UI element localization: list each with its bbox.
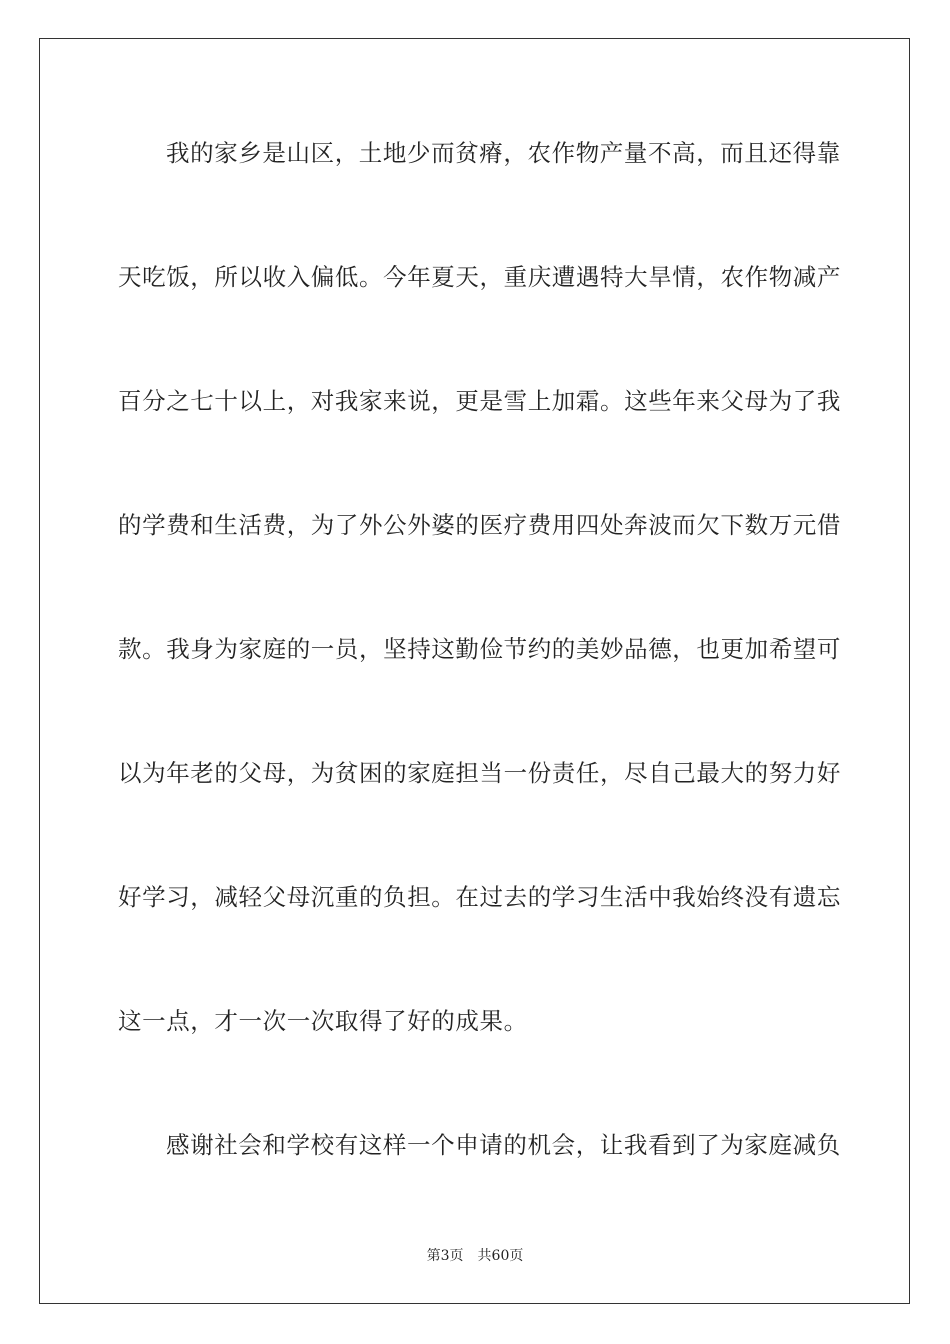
paragraph-1-line-8: 这一点，才一次一次取得了好的成果。 bbox=[118, 1007, 528, 1035]
paragraph-2-line-1: 感谢社会和学校有这样一个申请的机会，让我看到了为家庭减负 bbox=[166, 1131, 841, 1159]
paragraph-1-line-2: 天吃饭，所以收入偏低。今年夏天，重庆遭遇特大旱情，农作物减产 bbox=[118, 263, 841, 291]
page-border bbox=[39, 38, 910, 1304]
paragraph-1-line-4: 的学费和生活费，为了外公外婆的医疗费用四处奔波而欠下数万元借 bbox=[118, 511, 841, 539]
paragraph-1-line-3: 百分之七十以上，对我家来说，更是雪上加霜。这些年来父母为了我 bbox=[118, 387, 841, 415]
paragraph-1-line-6: 以为年老的父母，为贫困的家庭担当一份责任，尽自己最大的努力好 bbox=[118, 759, 841, 787]
page-number-total: 共60页 bbox=[477, 1248, 524, 1264]
paragraph-1-line-5: 款。我身为家庭的一员，坚持这勤俭节约的美妙品德，也更加希望可 bbox=[118, 635, 841, 663]
page-number-current: 第3页 bbox=[426, 1248, 464, 1264]
paragraph-1-line-7: 好学习，减轻父母沉重的负担。在过去的学习生活中我始终没有遗忘 bbox=[118, 883, 841, 911]
page-footer bbox=[0, 1247, 950, 1265]
paragraph-1-line-1: 我的家乡是山区，土地少而贫瘠，农作物产量不高，而且还得靠 bbox=[166, 139, 841, 167]
